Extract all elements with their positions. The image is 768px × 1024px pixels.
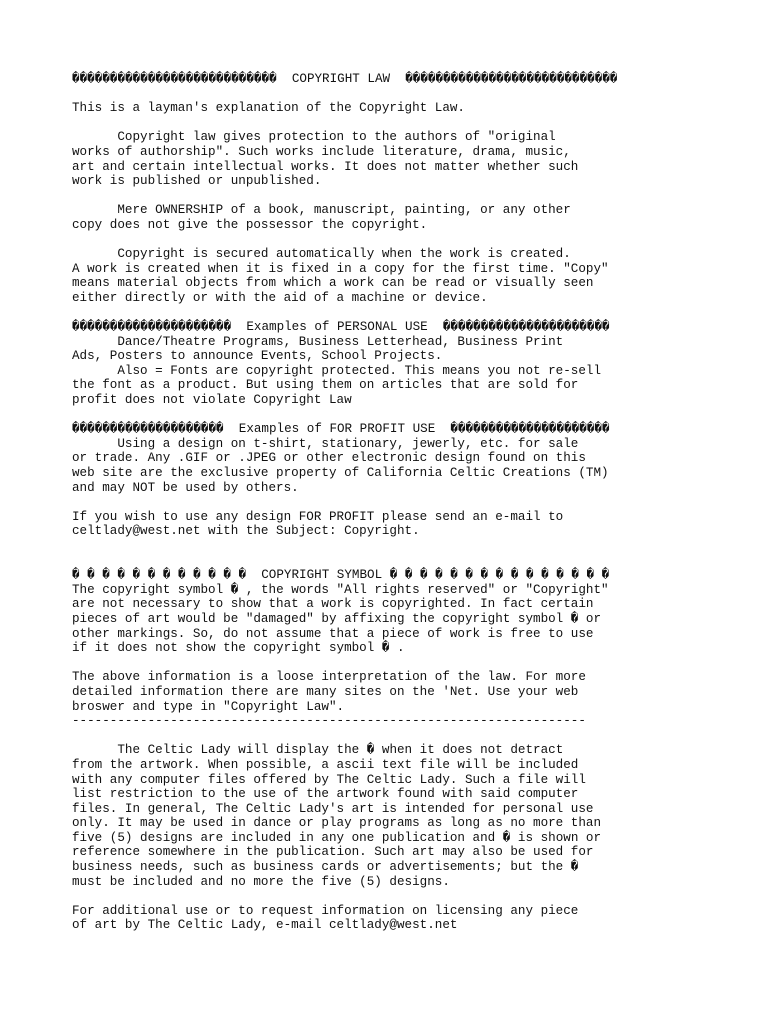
document-line: ��������������������� Examples of PERSONAL USE ����������������������: [72, 320, 610, 335]
document-line: --------------------------------------------------------------------: [72, 714, 586, 729]
document-line: and may NOT be used by others.: [72, 480, 299, 495]
document-line: business needs, such as business cards or advertisements; but the �: [72, 860, 579, 875]
document-line: with any computer files offered by The Celtic Lady. Such a file will: [72, 772, 586, 787]
document-line: works of authorship". Such works include literature, drama, music,: [72, 144, 571, 159]
document-line: The above information is a loose interpretation of the law. For more: [72, 670, 586, 685]
document-line: Mere OWNERSHIP of a book, manuscript, painting, or any other: [72, 203, 571, 218]
document-line: only. It may be used in dance or play programs as long as no more than: [72, 816, 602, 831]
document-line: other markings. So, do not assume that a piece of work is free to use: [72, 626, 594, 641]
document-line: [72, 306, 618, 321]
document-line: � � � � � � � � � � � � COPYRIGHT SYMBOL � � � � � � � � � � � � � � �: [72, 568, 610, 583]
document-line: web site are the exclusive property of California Celtic Creations (TM): [72, 466, 609, 481]
document-line: are not necessary to show that a work is copyrighted. In fact certain: [72, 597, 594, 612]
document-line: either directly or with the aid of a machine or device.: [72, 290, 488, 305]
document-line: Copyright is secured automatically when the work is created.: [72, 247, 571, 262]
document-line: list restriction to the use of the artwork found with said computer: [72, 787, 579, 802]
document-line: [72, 116, 618, 131]
document-line: If you wish to use any design FOR PROFIT please send an e-mail to: [72, 509, 564, 524]
document-line: [72, 554, 618, 569]
document-line: from the artwork. When possible, a ascii text file will be included: [72, 757, 579, 772]
document-line: means material objects from which a work can be read or visually seen: [72, 276, 594, 291]
document-line: five (5) designs are included in any one publication and � is shown or: [72, 830, 602, 845]
document-line: Using a design on t-shirt, stationary, jewerly, etc. for sale: [72, 436, 579, 451]
document-line: celtlady@west.net with the Subject: Copyright.: [72, 524, 420, 539]
document-line: detailed information there are many sites on the 'Net. Use your web: [72, 684, 579, 699]
document-line: This is a layman's explanation of the Copyright Law.: [72, 101, 465, 116]
document-line: broswer and type in "Copyright Law".: [72, 699, 345, 714]
document-line: For additional use or to request information on licensing any piece: [72, 903, 579, 918]
document-line: [72, 539, 618, 554]
document-line: profit does not violate Copyright Law: [72, 393, 352, 408]
document-line: [72, 189, 618, 204]
document-line: [72, 233, 618, 248]
document-line: Ads, Posters to announce Events, School Projects.: [72, 349, 443, 364]
document-line: ��������������������������� COPYRIGHT LAW ����������������������������: [72, 72, 618, 86]
document-line: files. In general, The Celtic Lady's art is intended for personal use: [72, 801, 594, 816]
document-line: [72, 889, 618, 904]
document-line: work is published or unpublished.: [72, 174, 322, 189]
document-line: art and certain intellectual works. It does not matter whether such: [72, 159, 579, 174]
document-line: [72, 87, 618, 102]
document-line: Also = Fonts are copyright protected. This means you not re-sell: [72, 363, 602, 378]
document-line: reference somewhere in the publication. Such art may also be used for: [72, 845, 594, 860]
document-text: [72, 72, 618, 933]
document-line: Copyright law gives protection to the authors of "original: [72, 130, 556, 145]
document-line: The copyright symbol � , the words "All rights reserved" or "Copyright": [72, 582, 609, 597]
document-line: pieces of art would be "damaged" by affixing the copyright symbol � or: [72, 611, 602, 626]
document-line: copy does not give the possessor the copyright.: [72, 217, 428, 232]
document-line: [72, 656, 618, 671]
document-line: of art by The Celtic Lady, e-mail celtlady@west.net: [72, 918, 458, 933]
document-line: [72, 729, 618, 744]
document-line: must be included and no more the five (5) designs.: [72, 874, 450, 889]
document-line: The Celtic Lady will display the � when it does not detract: [72, 743, 564, 758]
document-line: or trade. Any .GIF or .JPEG or other electronic design found on this: [72, 451, 586, 466]
document-line: if it does not show the copyright symbol � .: [72, 641, 405, 656]
document-line: [72, 408, 618, 423]
document-line: the font as a product. But using them on articles that are sold for: [72, 378, 579, 393]
document-line: Dance/Theatre Programs, Business Letterhead, Business Print: [72, 334, 564, 349]
document-line: [72, 495, 618, 510]
document-line: �������������������� Examples of FOR PROFIT USE ���������������������: [72, 422, 610, 437]
document-line: A work is created when it is fixed in a copy for the first time. "Copy": [72, 261, 609, 276]
